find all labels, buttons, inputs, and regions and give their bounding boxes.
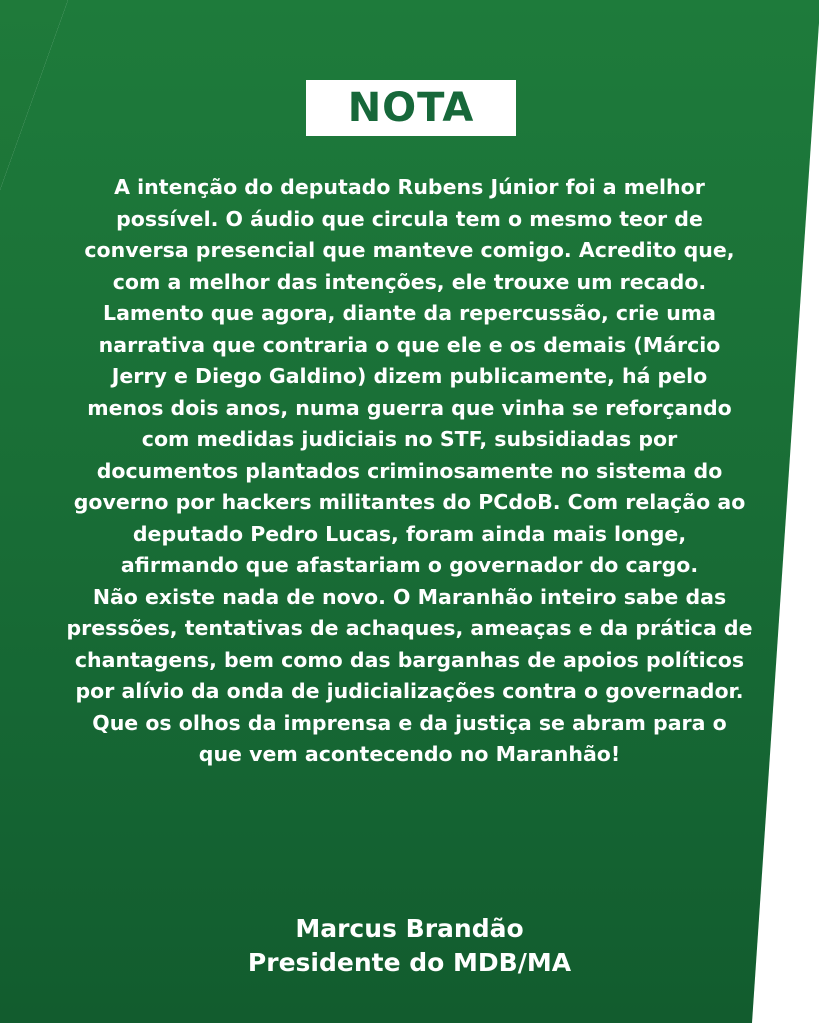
body-line: Não existe nada de novo. O Maranhão inteiro sabe das <box>92 584 727 609</box>
body-line: A intenção do deputado Rubens Júnior foi a melhor <box>114 175 705 199</box>
body-line: com a melhor das intenções, ele trouxe um recado. <box>112 269 707 294</box>
body-line: que vem acontecendo no Maranhão! <box>198 742 621 766</box>
body-line: pressões, tentativas de achaques, ameaças e da prática de <box>66 616 753 640</box>
body-line: chantagens, bem como das barganhas de apoios políticos <box>74 647 745 672</box>
body-line: Jerry e Diego Galdino) dizem publicamente, há pelo <box>111 364 708 388</box>
body-line: por alívio da onda de judicializações contra o governador. <box>75 679 744 703</box>
body-line: narrativa que contraria o que ele e os demais (Márcio <box>98 332 721 357</box>
signature-role: Presidente do MDB/MA <box>247 948 572 977</box>
body-line: Lamento que agora, diante da repercussão, crie uma <box>103 301 716 325</box>
body-line: documentos plantados criminosamente no sistema do <box>96 458 723 483</box>
note-body <box>22 172 797 771</box>
body-line: possível. O áudio que circula tem o mesmo teor de <box>116 206 703 231</box>
title-box <box>306 80 516 136</box>
body-line: governo por hackers militantes do PCdoB. Com relação ao <box>73 490 746 514</box>
signature-name: Marcus Brandão <box>295 914 524 943</box>
body-line: com medidas judiciais no STF, subsidiadas por <box>141 427 678 451</box>
body-line: Que os olhos da imprensa e da justiça se abram para o <box>92 710 727 735</box>
body-line: deputado Pedro Lucas, foram ainda mais longe, <box>132 521 687 546</box>
note-title: NOTA <box>347 85 475 131</box>
body-line: menos dois anos, numa guerra que vinha se reforçando <box>87 395 732 420</box>
signature-block <box>0 912 819 980</box>
body-line: afirmando que afastariam o governador do cargo. <box>120 553 699 577</box>
body-line: conversa presencial que manteve comigo. Acredito que, <box>84 238 735 262</box>
